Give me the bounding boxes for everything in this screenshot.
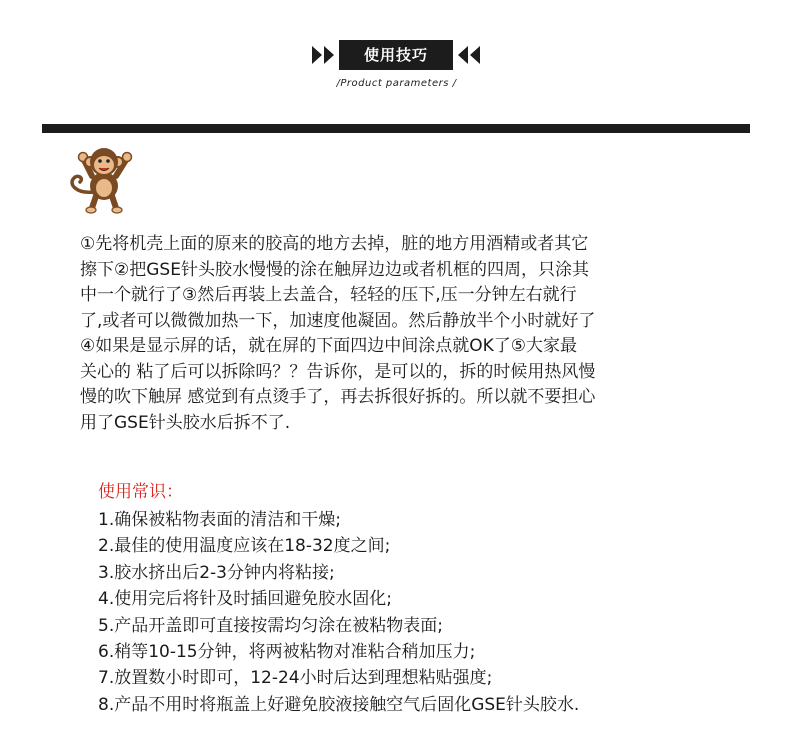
left-arrow-decoration-2: [324, 46, 334, 64]
tip-item: 2.最佳的使用温度应该在18-32度之间;: [98, 536, 391, 557]
tip-item: 4.使用完后将针及时插回避免胶水固化;: [98, 589, 392, 610]
description-line: ①先将机壳上面的原来的胶高的地方去掉，脏的地方用酒精或者其它: [80, 234, 589, 254]
description-line: 擦下②把GSE针头胶水慢慢的涂在触屏边边或者机框的四周，只涂其: [80, 259, 589, 280]
description-line: 中一个就行了③然后再装上去盖合，轻轻的压下,压一分钟左右就行: [80, 285, 577, 305]
tip-item: 7.放置数小时即可，12-24小时后达到理想粘贴强度;: [98, 668, 493, 689]
section-header: [0, 40, 793, 70]
description-line: 慢的吹下触屏 感觉到有点烫手了，再去拆很好拆的。所以就不要担心: [80, 387, 596, 407]
tip-item: 6.稍等10-15分钟，将两被粘物对准粘合稍加压力;: [98, 642, 476, 663]
description-line: 关心的 粘了后可以拆除吗？？告诉你，是可以的，拆的时候用热风慢: [80, 361, 596, 382]
left-arrow-decoration: [312, 46, 322, 64]
description-line: 用了GSE针头胶水后拆不了.: [80, 412, 291, 433]
description-line: 了,或者可以微微加热一下，加速度他凝固。然后静放半个小时就好了: [80, 310, 596, 331]
divider-bar: [42, 124, 750, 133]
tip-item: 8.产品不用时将瓶盖上好避免胶液接触空气后固化GSE针头胶水.: [98, 694, 580, 715]
usage-tips: [98, 480, 738, 718]
section-subtitle: /Product parameters /: [336, 78, 457, 89]
monkey-icon: [64, 140, 144, 216]
right-arrow-decoration-2: [470, 46, 480, 64]
tips-heading: 使用常识：: [98, 482, 183, 502]
right-arrow-decoration: [458, 46, 468, 64]
section-title: 使用技巧: [339, 40, 453, 70]
tip-item: 5.产品开盖即可直接按需均匀涂在被粘物表面;: [98, 615, 443, 636]
tip-item: 3.胶水挤出后2-3分钟内将粘接;: [98, 562, 335, 583]
usage-description: [80, 232, 730, 436]
description-line: ④如果是显示屏的话，就在屏的下面四边中间涂点就OK了⑤大家最: [80, 336, 578, 356]
tip-item: 1.确保被粘物表面的清洁和干燥;: [98, 510, 341, 530]
